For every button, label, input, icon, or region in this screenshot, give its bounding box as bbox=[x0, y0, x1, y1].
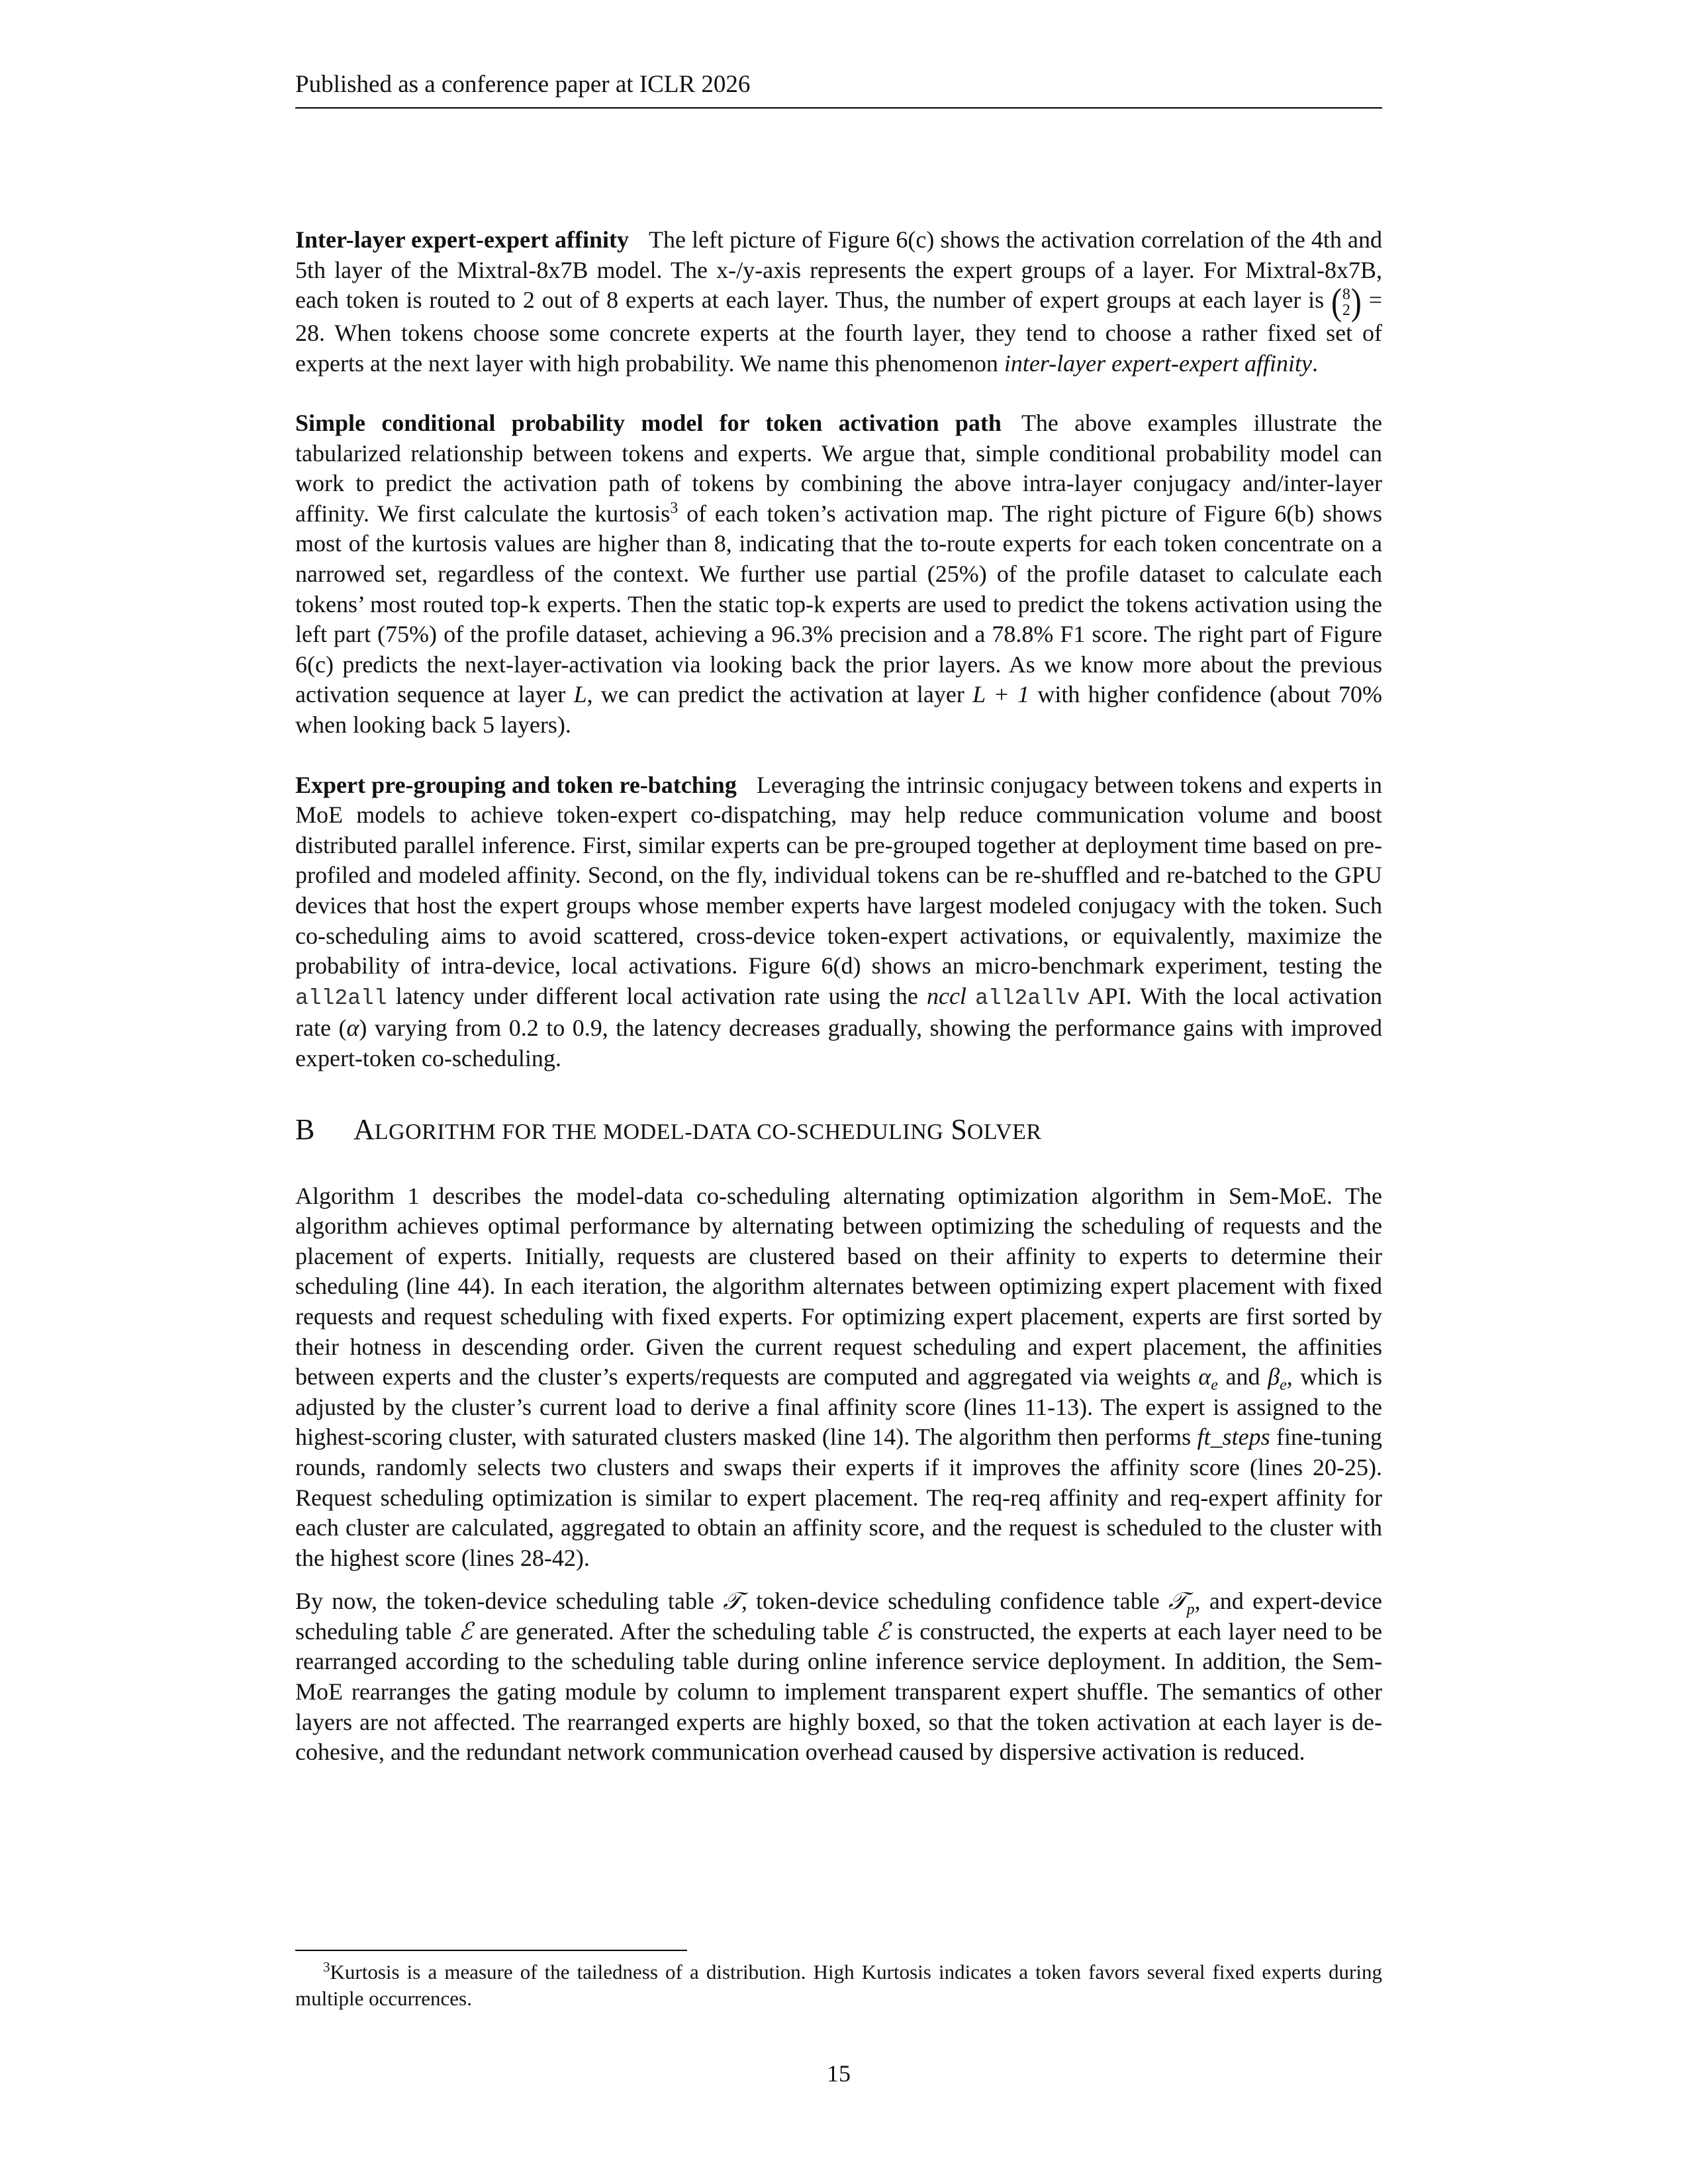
running-header: Published as a conference paper at ICLR 2026 bbox=[295, 69, 1382, 109]
paragraph-inter-layer-affinity: Inter-layer expert-expert affinity The left picture of Figure 6(c) shows the activation correlation of the 4th and 5th layer of the Mixtral-8x7B model. The x-/y-axis represents the expert groups of a layer. For Mixtral-8x7B, each token is routed to 2 out of 8 experts at each layer. Thus, the number of expert groups at each layer is ( 8 2 ) = 28. When tokens choose some concrete experts at the fourth layer, they tend to choose a rather fixed set of experts at the next layer with high probability. We name this phenomenon inter-layer expert-expert affinity. bbox=[295, 226, 1383, 377]
binomial-coefficient: ( 8 2 ) bbox=[1331, 281, 1362, 324]
emphasis-term: inter-layer expert-expert affinity bbox=[1004, 349, 1312, 377]
footnote-marker[interactable]: 3 bbox=[670, 499, 679, 517]
page-number: 15 bbox=[827, 2060, 851, 2087]
paragraph-conditional-probability: Simple conditional probability model for token activation path The above examples illustrate the tabularized relationship between tokens and experts. We argue that, simple conditional probability model can work to predict the activation path of tokens by combining the above intra-layer conjugacy and/inter-layer affinity. We first calculate the kurtosis$^3$ of each token’s activation map. The right picture of Figure 6(b) shows most of the kurtosis values are higher than 8, indicating that the to-route experts for each token concentrate on a narrowed set, regardless of the context. We further use partial (25%) of the profile dataset to calculate each tokens’ most routed top-k experts. Then the static top-k experts are used to predict the tokens activation using the left part (75%) of the profile dataset, achieving a 96.3% precision and a 78.8% F1 score. The right part of Figure 6(c) predicts the next-layer-activation via looking back the prior layers. As we know more about the previous activation sequence at layer L, we can predict the activation at layer L + 1 with higher confidence (about 70% when looking back 5 layers). bbox=[295, 410, 1383, 739]
paragraph-scheduling-tables: By now, the token-device scheduling table 𝒯, token-device scheduling confidence table 𝒯$_p$, and expert-device scheduling table ℰ are generated. After the scheduling table ℰ is constructed, the experts at each layer need to be rearranged according to the scheduling table during online inference service deployment. In addition, the Sem-MoE rearranges the gating module by column to implement transparent expert shuffle. The semantics of other layers are not affected. The rearranged experts are highly boxed, so that the token activation at each layer is de-cohesive, and the redundant network communication overhead caused by dispersive activation is reduced. bbox=[295, 1588, 1383, 1766]
paragraph-algorithm-description: Algorithm 1 describes the model-data co-scheduling alternating optimization algorithm in Sem-MoE. The algorithm achieves optimal performance by alternating between optimizing the scheduling of requests and the placement of experts. Initially, requests are clustered based on their affinity to experts to determine their scheduling (line 44). In each iteration, the algorithm alternates between optimizing expert placement with fixed requests and request scheduling with fixed experts. For optimizing expert placement, experts are first sorted by their hotness in descending order. Given the current request scheduling and expert placement, the affinities between experts and the cluster’s experts/requests are computed and aggregated via weights $\alpha_e$ and $\beta_e$, which is adjusted by the cluster’s current load to derive a final affinity score (lines 11-13). The expert is assigned to the highest-scoring cluster, with saturated clusters masked (line 14). The algorithm then performs ft_steps fine-tuning rounds, randomly selects two clusters and swaps their experts if it improves the affinity score (lines 20-25). Request scheduling optimization is similar to expert placement. The req-req affinity and req-expert affinity for each cluster are calculated, aggregated to obtain an affinity score, and the request is scheduled to the cluster with the highest score (lines 28-42). bbox=[295, 1182, 1383, 1571]
paragraph-heading: Inter-layer expert-expert affinity bbox=[295, 226, 630, 253]
paragraph-heading: Expert pre-grouping and token re-batching bbox=[295, 771, 737, 798]
footnote-separator bbox=[295, 1950, 687, 1951]
code-all2allv: all2allv bbox=[975, 985, 1080, 1011]
code-all2all: all2all bbox=[295, 985, 387, 1011]
paragraph-heading: Simple conditional probability model for token activation path bbox=[295, 410, 1002, 437]
paragraph-expert-pregrouping: Expert pre-grouping and token re-batching Leveraging the intrinsic conjugacy between tokens and experts in MoE models to achieve token-expert co-dispatching, may help reduce communication volume and boost distributed parallel inference. First, similar experts can be pre-grouped together at deployment time based on pre-profiled and modeled affinity. Second, on the fly, individual tokens can be re-shuffled and re-batched to the GPU devices that host the expert groups whose member experts have largest modeled conjugacy with the token. Such co-scheduling aims to avoid scattered, cross-device token-expert activations, or equivalently, maximize the probability of intra-device, local activations. Figure 6(d) shows an micro-benchmark experiment, testing the all2all latency under different local activation rate using the nccl all2allv API. With the local activation rate (α) varying from 0.2 to 0.9, the latency decreases gradually, showing the performance gains with improved expert-token co-scheduling. bbox=[295, 771, 1383, 1071]
section-heading-b: B ALGORITHM FOR THE MODEL-DATA CO-SCHEDULING SOLVER bbox=[295, 1113, 1042, 1146]
footnote-number: 3 bbox=[323, 1958, 330, 1975]
main-text bbox=[295, 225, 1382, 1768]
footnote: $^3$Kurtosis is a measure of the tailedness of a distribution. High Kurtosis indicates a token favors several fixed experts during multiple occurrences. bbox=[295, 1958, 1382, 2010]
